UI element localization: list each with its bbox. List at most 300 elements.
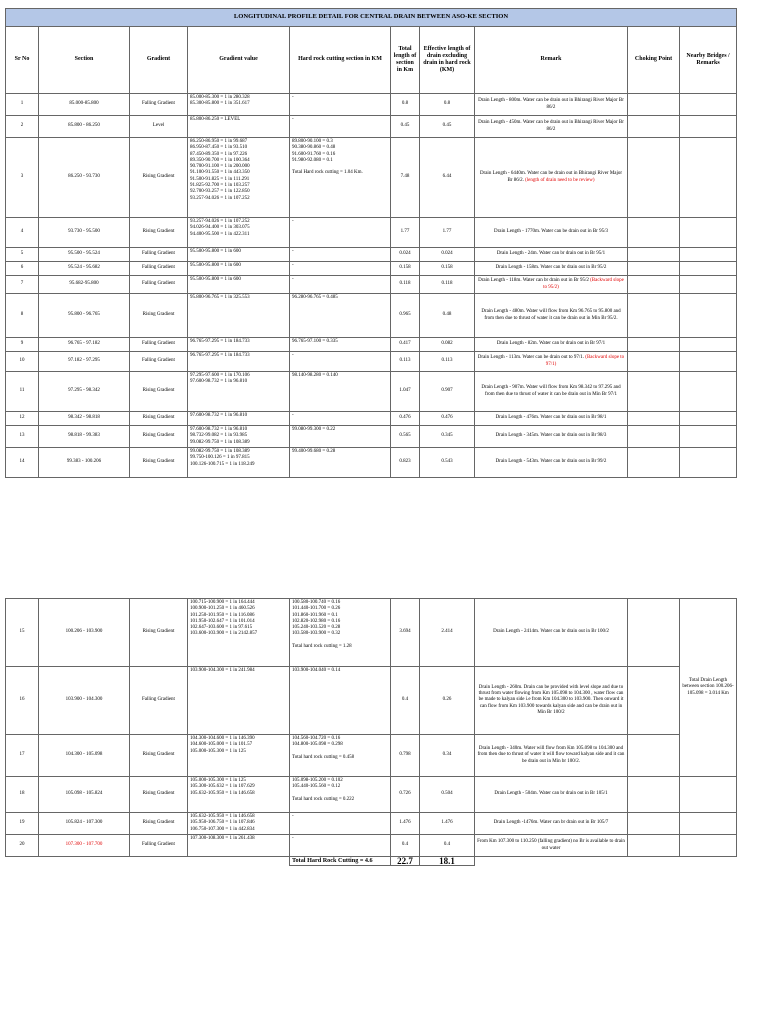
cell-line: 89.350-90.700 = 1 in 100.364 (190, 157, 250, 163)
section-range: 95.800 - 96.765 (39, 294, 130, 338)
cell-line: 103.900-104.300 = 1 in 241.984 (190, 668, 255, 673)
gradient-type: Rising Gradient (130, 735, 188, 777)
effective-length: 0.48 (420, 294, 475, 338)
gradient-type: Falling Gradient (130, 262, 188, 276)
bridges-remarks (680, 248, 737, 262)
choking-point (628, 372, 680, 412)
remark (475, 262, 628, 276)
remark-text: Drain Length - 543m. Water can br drain out in Br 99/2 (495, 459, 607, 465)
cell-line: 103.600-103.900 = 1 in 2142.857 (190, 631, 258, 637)
total-length: 1.476 (391, 813, 420, 835)
cell-line: 99.750-100.126 = 1 in 97.815 (190, 455, 250, 461)
section-range: 107.300 - 107.700 (39, 835, 130, 857)
table-row (6, 338, 737, 352)
section-range: 86.250 - 93.730 (39, 138, 130, 218)
sr-no: 11 (6, 372, 39, 412)
cell-line: 105.000-105.300 = 1 in 125 (190, 778, 246, 783)
remark (475, 138, 628, 218)
remark-text: Drain Length - 158m. Water can br drain out in Br 95/2 (495, 265, 607, 271)
cell-line: 100.715-100.900 = 1 in 164.444 (190, 600, 255, 605)
total-length: 0.565 (391, 426, 420, 448)
cell-line: 91.100-91.550 = 1 in 443.350 (190, 170, 250, 176)
remark (475, 94, 628, 116)
remark-text: Drain Length - 450m. Water can be drain out in Bhirangi River Major Br 86/2 (478, 120, 624, 132)
remark-warning: (Backward slope to 97/1) (545, 355, 625, 367)
remark (475, 352, 628, 372)
header-choking-point: Choking Point (628, 27, 680, 94)
cell-line: 97.295-97.600 = 1 in 170.106 (190, 373, 250, 378)
table-row (6, 835, 737, 857)
gradient-values (188, 599, 290, 667)
section-range: 97.295 - 98.342 (39, 372, 130, 412)
gradient-type: Rising Gradient (130, 813, 188, 835)
remark-text: Drain Length - 480m. Water will flow from Km 96.765 to 95.800 and from then due to thrust of water it can be drain out in Min Br 95/2. (481, 309, 621, 321)
hard-rock-cutting (290, 116, 391, 138)
total-length: 3.694 (391, 599, 420, 667)
sr-no: 4 (6, 218, 39, 248)
bridges-remarks (680, 338, 737, 352)
sr-no: 12 (6, 412, 39, 426)
bridges-remarks (680, 218, 737, 248)
table-title: LONGITUDINAL PROFILE DETAIL FOR CENTRAL DRAIN BETWEEN ASO-KE SECTION (6, 9, 737, 27)
hard-rock-cutting (290, 412, 391, 426)
gradient-type: Rising Gradient (130, 218, 188, 248)
gradient-type: Falling Gradient (130, 352, 188, 372)
hard-rock-cutting (290, 262, 391, 276)
remark-text: Drain Length - 118m. Water can br drain out in Br 95/2 (478, 278, 589, 284)
gradient-values (188, 412, 290, 426)
cell-line: 103.900-104.040 = 0.14 (292, 668, 341, 673)
choking-point (628, 138, 680, 218)
total-length: 1.77 (391, 218, 420, 248)
cell-line: 104.300-104.600 = 1 in 146.390 (190, 736, 255, 741)
cell-line: 99.082-99.750 = 1 in 108.389 (190, 449, 250, 454)
cell-line: 91.980-92.080 = 0.1 (292, 157, 333, 163)
cell-line: Total Hard rock cutting = 1.04 Km. (292, 170, 363, 176)
total-length: 1.047 (391, 372, 420, 412)
header-section: Section (39, 27, 130, 94)
remark-text: Drain Length - 1770m. Water can be drain out in Br 95/3 (494, 229, 608, 235)
cell-line: 103.580-103.900 = 0.32 (292, 631, 341, 637)
section-range: 93.730 - 95.500 (39, 218, 130, 248)
choking-point (628, 218, 680, 248)
cell-line: 102.820-102.980 = 0.16 (292, 618, 341, 624)
cell-line: 97.600-98.732 = 1 in 96.810 (190, 427, 248, 432)
remark-warning: (Backward slope to 95/2) (543, 278, 624, 290)
gradient-values (188, 116, 290, 138)
hard-rock-cutting (290, 835, 391, 857)
table-row (6, 735, 737, 777)
gradient-values (188, 813, 290, 835)
section-range: 85.000-85.800 (39, 94, 130, 116)
header-hard-rock: Hard rock cutting section in KM (290, 27, 391, 94)
effective-length: 0.4 (420, 835, 475, 857)
effective-length: 6.44 (420, 138, 475, 218)
remark-text: Drain Length - 345m. Water can br drain out in Br 98/3 (495, 433, 607, 439)
choking-point (628, 352, 680, 372)
section-range: 85.800 - 86.250 (39, 116, 130, 138)
table-row (6, 138, 737, 218)
cell-line: 104.560-104.720 = 0.16 (292, 736, 341, 741)
table-body-top (6, 94, 737, 478)
cell-line: 96.765-97.295 = 1 in 184.733 (190, 353, 250, 358)
cell-line: - (292, 277, 294, 282)
cell-line: 105.240-103.520 = 0.28 (292, 625, 341, 631)
gradient-values (188, 448, 290, 478)
sr-no: 17 (6, 735, 39, 777)
gradient-type: Falling Gradient (130, 338, 188, 352)
bridges-remarks (680, 262, 737, 276)
cell-line: 100.126-100.715 = 1 in 118.249 (190, 461, 255, 467)
gradient-type: Rising Gradient (130, 599, 188, 667)
total-length: 0.118 (391, 276, 420, 294)
choking-point (628, 599, 680, 667)
bridges-remarks (680, 426, 737, 448)
remark: From Km 107.300 to 110.250 (falling gradient) no Br is available to drain out water (475, 835, 628, 857)
remark: Drain Length - 2414m. Water can br drain out in Br 100/2 (475, 599, 628, 667)
remark-text: Drain Length - 24m. Water can br drain out in Br 95/1 (496, 251, 606, 257)
gradient-values (188, 352, 290, 372)
header-bridges: Nearby Bridges / Remarks (680, 27, 737, 94)
effective-length: 0.476 (420, 412, 475, 426)
hard-rock-cutting (290, 248, 391, 262)
gradient-type: Rising Gradient (130, 412, 188, 426)
table-row (6, 813, 737, 835)
choking-point (628, 777, 680, 813)
table-row (6, 777, 737, 813)
hard-rock-cutting (290, 276, 391, 294)
table-body-bottom (6, 599, 737, 857)
bridges-remarks (680, 412, 737, 426)
hard-rock-total: Total hard rock cutting = 1.28 (292, 644, 352, 650)
hard-rock-cutting (290, 138, 391, 218)
section-range: 103.900 - 104.300 (39, 667, 130, 735)
hard-rock-cutting (290, 735, 391, 777)
section-range: 98.342 - 98.818 (39, 412, 130, 426)
choking-point (628, 276, 680, 294)
total-length: 0.965 (391, 294, 420, 338)
cell-line: - (292, 413, 294, 418)
bridges-remarks (680, 94, 737, 116)
cell-line: 101.440-101.700 = 0.26 (292, 606, 341, 612)
remark (475, 372, 628, 412)
remark: Drain Length - 504m. Water can br drain out in Br 105/1 (475, 777, 628, 813)
cell-line: 102.647-103.600 = 1 in 97.615 (190, 625, 253, 631)
section-range: 104.300 - 105.098 (39, 735, 130, 777)
bridges-remarks (680, 276, 737, 294)
remark-text: Drain Length - 82m. Water can br drain out in Br 97/1 (496, 341, 606, 347)
choking-point (628, 338, 680, 352)
table-row (6, 248, 737, 262)
choking-point (628, 735, 680, 777)
cell-line: 105.632-105.950 = 1 in 146.658 (190, 790, 255, 796)
remark: Drain Length -1476m. Water can br drain out in Br 105/7 (475, 813, 628, 835)
remark-warning: (length of drain need to be review) (525, 177, 595, 183)
cell-line: 90.380-90.860 = 0.48 (292, 145, 336, 151)
remark (475, 248, 628, 262)
cell-line: - (292, 814, 294, 819)
effective-length: 0.45 (420, 116, 475, 138)
gradient-values (188, 667, 290, 735)
total-length: 0.45 (391, 116, 420, 138)
profile-table-bottom (5, 598, 737, 866)
section-range: 98.818 - 99.383 (39, 426, 130, 448)
hard-rock-cutting (290, 599, 391, 667)
section-range: 100.206 - 103.900 (39, 599, 130, 667)
sr-no: 14 (6, 448, 39, 478)
effective-length: 0.907 (420, 372, 475, 412)
effective-length: 0.8 (420, 94, 475, 116)
effective-length: 0.34 (420, 735, 475, 777)
bridges-remarks (680, 352, 737, 372)
section-range: 105.098 - 105.824 (39, 777, 130, 813)
gradient-type: Falling Gradient (130, 276, 188, 294)
cell-line: 107.300-108.300 = 1 in 261.438 (190, 836, 255, 841)
total-length: 0.024 (391, 248, 420, 262)
gradient-values (188, 218, 290, 248)
gradient-values (188, 735, 290, 777)
sr-no: 9 (6, 338, 39, 352)
cell-line: 105.632-105.950 = 1 in 146.658 (190, 814, 255, 819)
remark-text: Drain Length - 907m. Water will flow from Km 98.342 to 97.295 and from then due to thrust of water it can be drain out in Min Br 97/1 (481, 385, 621, 397)
choking-point (628, 262, 680, 276)
hard-rock-cutting (290, 338, 391, 352)
header-sr: Sr No (6, 27, 39, 94)
remark (475, 338, 628, 352)
cell-line: 105.950-106.750 = 1 in 107.846 (190, 820, 255, 826)
cell-line: 91.825-92.700 = 1 in 103.257 (190, 183, 250, 189)
gradient-type: Rising Gradient (130, 138, 188, 218)
hard-rock-cutting (290, 372, 391, 412)
sr-no: 3 (6, 138, 39, 218)
cell-line: 104.600-105.000 = 1 in 101.57 (190, 742, 253, 748)
remark-text: Drain Length - 800m. Water can be drain out in Bhirangi River Major Br 86/2 (478, 98, 624, 110)
gradient-values (188, 138, 290, 218)
bridges-remarks (680, 835, 737, 857)
header-total-length: Total length of section in Km (391, 27, 420, 94)
gradient-type: Rising Gradient (130, 294, 188, 338)
bridges-remarks (680, 813, 737, 835)
total-length: 0.726 (391, 777, 420, 813)
gradient-type: Level (130, 116, 188, 138)
remark-text: Drain Length - 476m. Water can br drain out in Br 98/1 (495, 415, 607, 421)
gradient-values (188, 372, 290, 412)
section-range: 95.682-95.800 (39, 276, 130, 294)
cell-line: 90.700-91.100 = 1 in 200.000 (190, 164, 250, 170)
cell-line: - (292, 353, 294, 358)
gradient-type: Falling Gradient (130, 94, 188, 116)
hard-rock-cutting (290, 813, 391, 835)
section-range: 99.383 - 100.206 (39, 448, 130, 478)
remark-text: Drain Length - 113m. Water can be drain out to 97/1. (477, 355, 585, 361)
total-length: 0.417 (391, 338, 420, 352)
cell-line: 99.082-99.750 = 1 in 108.389 (190, 439, 250, 445)
gradient-type: Rising Gradient (130, 372, 188, 412)
gradient-type: Falling Gradient (130, 248, 188, 262)
cell-line: 95.500-95.800 = 1 in 600 (190, 249, 241, 254)
cell-line: 96.280-96.765 = 0.485 (292, 295, 338, 300)
total-length: 0.798 (391, 735, 420, 777)
sr-no: 7 (6, 276, 39, 294)
cell-line: - (292, 263, 294, 268)
hard-rock-cutting (290, 777, 391, 813)
gradient-type: Rising Gradient (130, 448, 188, 478)
bridges-remarks (680, 448, 737, 478)
remark (475, 218, 628, 248)
cell-line: 86.250-86.950 = 1 in 99.687 (190, 139, 248, 144)
hard-rock-cutting (290, 426, 391, 448)
gradient-values (188, 426, 290, 448)
remark: Drain Length - 260m. Drain can be provided with level slope and due to thrust from water flowing from Km 105.098 to 104.300 , water flow can be made to kalyan side i.e from Km 104.300 to 103.900. Then onward it can flow from Km 103.900 towards kalyan side and can be drain out in Min Br 100/2 (475, 667, 628, 735)
remark (475, 294, 628, 338)
total-hard-rock-label: Total Hard Rock Cutting = 4.6 (290, 857, 391, 866)
choking-point (628, 835, 680, 857)
section-range: 95.524 - 95.682 (39, 262, 130, 276)
gradient-values (188, 276, 290, 294)
sr-no: 10 (6, 352, 39, 372)
total-length: 0.823 (391, 448, 420, 478)
header-row (6, 27, 737, 94)
total-length: 0.158 (391, 262, 420, 276)
section-range: 105.824 - 107.300 (39, 813, 130, 835)
cell-line: 98.140-98.280 = 0.140 (292, 373, 338, 378)
cell-line: 95.500-95.800 = 1 in 600 (190, 263, 241, 268)
cell-line: - (292, 836, 294, 841)
cell-line: - (292, 117, 294, 122)
cell-line: 93.257-94.026 = 1 in 107.252 (190, 219, 250, 224)
effective-length: 2.414 (420, 599, 475, 667)
cell-line: 92.700-93.257 = 1 in 122.850 (190, 189, 250, 195)
gradient-values (188, 835, 290, 857)
cell-line: 100.900-101.250 = 1 in 460.526 (190, 606, 255, 612)
cell-line: 91.500-91.825 = 1 in 111.291 (190, 176, 250, 182)
sr-no: 5 (6, 248, 39, 262)
sr-no: 1 (6, 94, 39, 116)
total-length: 0.4 (391, 835, 420, 857)
hard-rock-cutting (290, 667, 391, 735)
section-range: 95.500 - 95.524 (39, 248, 130, 262)
cell-line: 101.250-101.950 = 1 in 116.086 (190, 612, 255, 618)
header-gradient-value: Gradient value (188, 27, 290, 94)
cell-line: 96.765-97.100 = 0.335 (292, 339, 338, 344)
cell-line: 97.600-98.732 = 1 in 96.810 (190, 413, 248, 418)
effective-length: 0.504 (420, 777, 475, 813)
bridges-remarks: Total Drain Length between section 100.206-105.098 = 3.014 Km (680, 599, 737, 777)
cell-line: 100.580-100.740 = 0.16 (292, 600, 341, 605)
table-row (6, 352, 737, 372)
effective-length: 0.26 (420, 667, 475, 735)
header-gradient: Gradient (130, 27, 188, 94)
cell-line: 89.800-90.100 = 0.3 (292, 139, 333, 144)
cell-line: 94.026-94.400 = 1 in 303.075 (190, 225, 250, 231)
remark (475, 448, 628, 478)
total-length: 0.8 (391, 94, 420, 116)
gradient-type: Rising Gradient (130, 426, 188, 448)
cell-line: 106.750-107.300 = 1 in 442.834 (190, 826, 255, 832)
effective-length: 0.113 (420, 352, 475, 372)
total-length: 0.476 (391, 412, 420, 426)
remark (475, 426, 628, 448)
hard-rock-cutting (290, 294, 391, 338)
table-row (6, 372, 737, 412)
gradient-type: Falling Gradient (130, 835, 188, 857)
hard-rock-cutting (290, 352, 391, 372)
cell-line: 93.257-94.026 = 1 in 107.252 (190, 195, 250, 201)
choking-point (628, 448, 680, 478)
bridges-remarks (680, 138, 737, 218)
cell-line: 95.800-96.765 = 1 in 325.553 (190, 295, 250, 300)
total-length: 0.4 (391, 667, 420, 735)
section-range: 96.765 - 97.182 (39, 338, 130, 352)
sr-no: 8 (6, 294, 39, 338)
cell-line: 94.400-95.500 = 1 in 422.311 (190, 231, 250, 237)
sr-no: 15 (6, 599, 39, 667)
cell-line: 87.450-89.350 = 1 in 97.226 (190, 151, 248, 157)
sr-no: 19 (6, 813, 39, 835)
cell-line: 99.400-99.680 = 0.28 (292, 449, 336, 454)
cell-line: - (292, 249, 294, 254)
remark (475, 116, 628, 138)
effective-length: 0.118 (420, 276, 475, 294)
remark: Drain Length - 340m. Water will flow from Km 105.098 to 104.300 and from then due to thrust of water it will flow toward kalyan side and it can be drain out in Min br 100/2. (475, 735, 628, 777)
cell-line: 96.765-97.295 = 1 in 184.733 (190, 339, 250, 344)
effective-length-sum: 18.1 (420, 857, 475, 866)
choking-point (628, 116, 680, 138)
choking-point (628, 667, 680, 735)
section-range: 97.182 - 97.295 (39, 352, 130, 372)
table-row (6, 426, 737, 448)
table-row (6, 412, 737, 426)
cell-line: 105.098-105.200 = 0.102 (292, 778, 343, 783)
table-row (6, 599, 737, 667)
cell-line: - (292, 219, 294, 224)
total-length: 7.48 (391, 138, 420, 218)
effective-length: 1.476 (420, 813, 475, 835)
header-effective-length: Effective length of drain excluding drain in hard rock (KM) (420, 27, 475, 94)
cell-line: 98.732-99.082 = 1 in 93.985 (190, 433, 248, 439)
effective-length: 0.024 (420, 248, 475, 262)
effective-length: 0.082 (420, 338, 475, 352)
remark-text: Drain Length - 6440m. Water can be drain out in Bhirangi River Major Br 86/2. (479, 171, 623, 183)
gradient-values (188, 294, 290, 338)
table-row (6, 94, 737, 116)
sr-no: 2 (6, 116, 39, 138)
sr-no: 16 (6, 667, 39, 735)
cell-line: 91.600-91.760 = 0.16 (292, 151, 336, 157)
remark (475, 276, 628, 294)
effective-length: 0.543 (420, 448, 475, 478)
cell-line: 99.080-99.300 = 0.22 (292, 427, 336, 432)
remark (475, 412, 628, 426)
choking-point (628, 294, 680, 338)
effective-length: 0.345 (420, 426, 475, 448)
table-row (6, 262, 737, 276)
bridges-remarks (680, 372, 737, 412)
choking-point (628, 813, 680, 835)
header-remark: Remark (475, 27, 628, 94)
choking-point (628, 248, 680, 262)
sr-no: 6 (6, 262, 39, 276)
effective-length: 0.158 (420, 262, 475, 276)
gradient-values (188, 94, 290, 116)
cell-line: 85.000-85.300 = 1 in 280.328 (190, 95, 250, 100)
gradient-values (188, 248, 290, 262)
cell-line: Total hard rock cutting = 0.458 (292, 754, 355, 760)
table-row (6, 294, 737, 338)
cell-line: 105.440-105.560 = 0.12 (292, 784, 341, 790)
sr-no: 20 (6, 835, 39, 857)
totals-row (6, 857, 737, 866)
